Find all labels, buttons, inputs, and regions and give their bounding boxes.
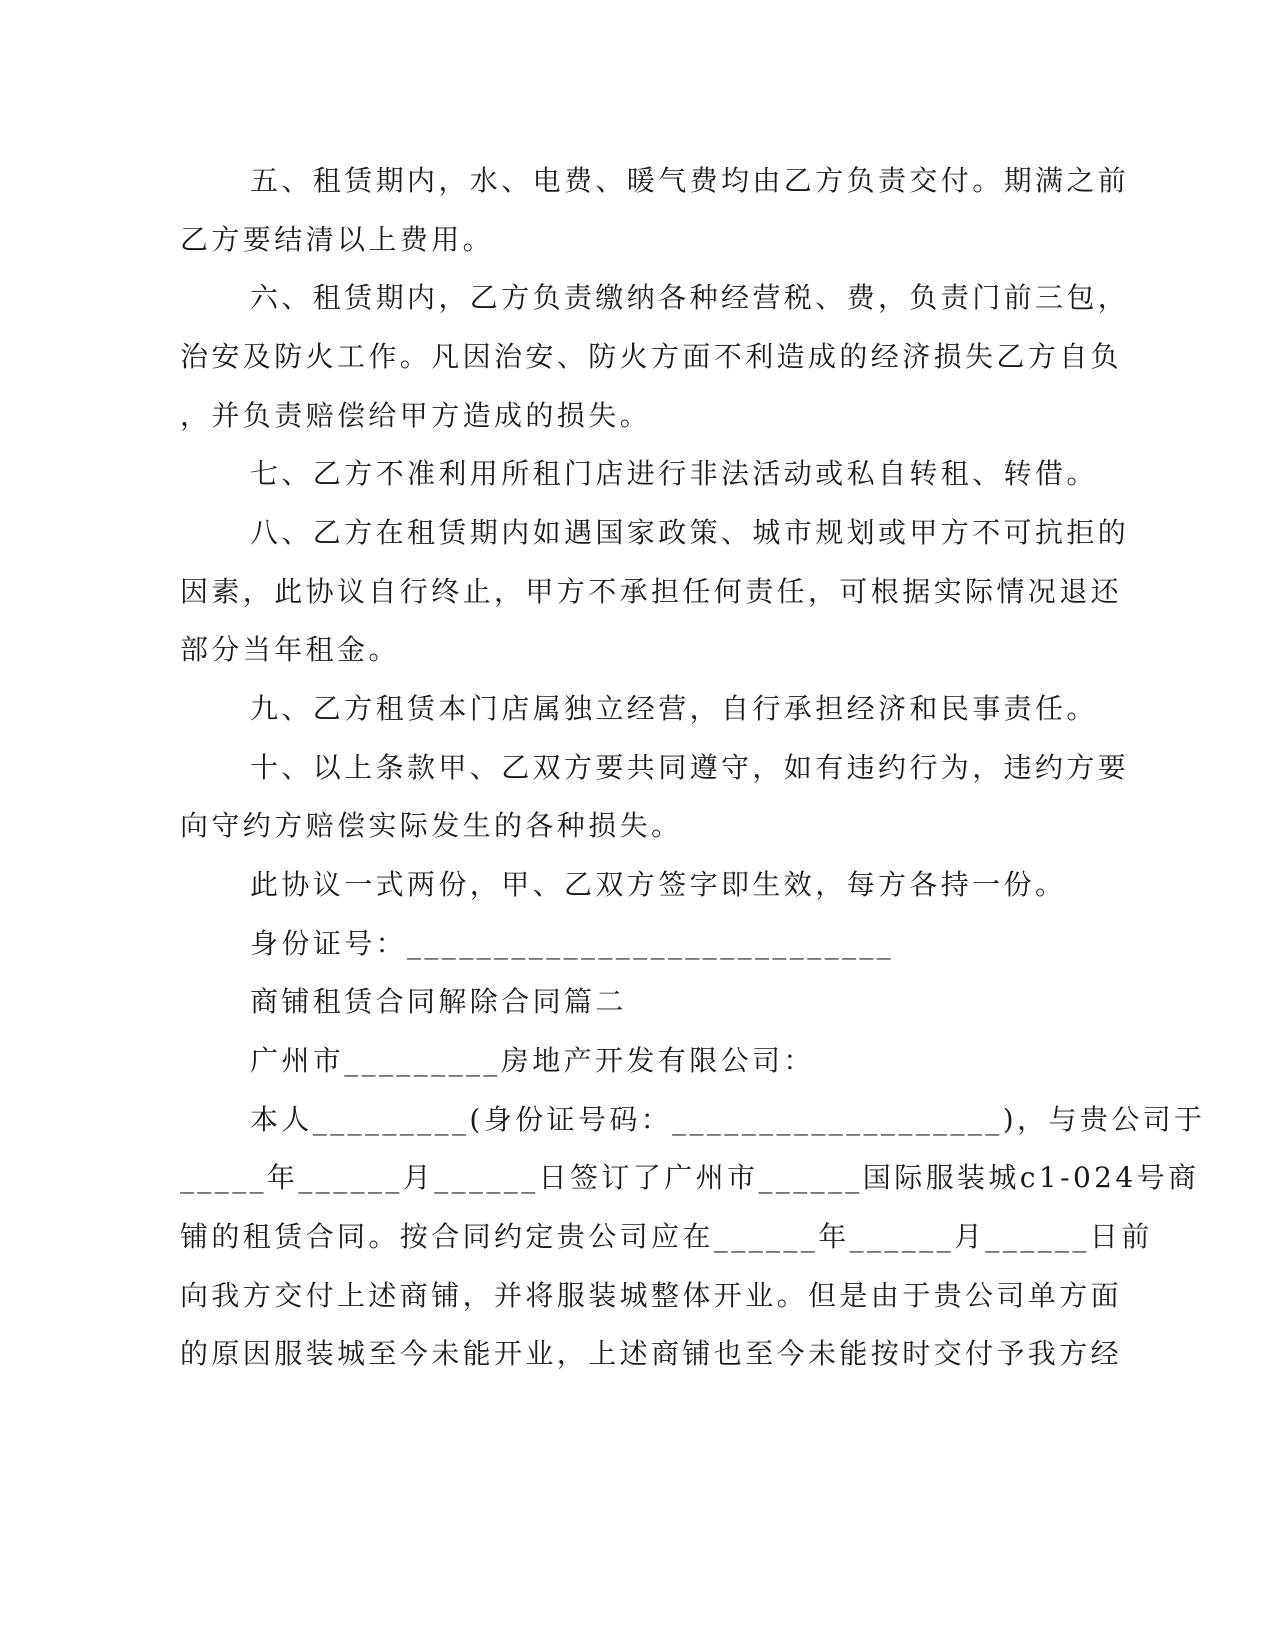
letter-line-4: 向我方交付上述商铺，并将服装城整体开业。但是由于贵公司单方面: [180, 1279, 1123, 1312]
paragraph-8-line-3: 部分当年租金。: [180, 633, 400, 666]
paragraph-5-line-2: 乙方要结清以上费用。: [180, 223, 495, 256]
section-title-part-two: 商铺租赁合同解除合同篇二: [250, 985, 627, 1018]
addressee-line: 广州市_________房地产开发有限公司：: [250, 1044, 815, 1077]
agreement-copies-line: 此协议一式两份，甲、乙双方签字即生效，每方各持一份。: [250, 868, 1067, 901]
id-number-line: 身份证号：____________________________: [250, 927, 895, 960]
paragraph-6-line-3: ，并负责赔偿给甲方造成的损失。: [180, 399, 652, 432]
letter-line-5: 的原因服装城至今未能开业，上述商铺也至今未能按时交付予我方经: [180, 1337, 1123, 1370]
paragraph-7-line-1: 七、乙方不准利用所租门店进行非法活动或私自转租、转借。: [250, 457, 1098, 490]
letter-line-1: 本人_________(身份证号码：___________________)，与贵公司于: [250, 1103, 1206, 1136]
paragraph-6-line-1: 六、租赁期内，乙方负责缴纳各种经营税、费，负责门前三包，: [250, 281, 1130, 314]
paragraph-6-line-2: 治安及防火工作。凡因治安、防火方面不利造成的经济损失乙方自负: [180, 340, 1123, 373]
paragraph-10-line-1: 十、以上条款甲、乙双方要共同遵守，如有违约行为，违约方要: [250, 751, 1130, 784]
paragraph-5-line-1: 五、租赁期内，水、电费、暖气费均由乙方负责交付。期满之前: [250, 164, 1130, 197]
paragraph-8-line-2: 因素，此协议自行终止，甲方不承担任何责任，可根据实际情况退还: [180, 575, 1123, 608]
letter-line-3: 铺的租赁合同。按合同约定贵公司应在______年______月______日前: [180, 1220, 1153, 1253]
paragraph-9-line-1: 九、乙方租赁本门店属独立经营，自行承担经济和民事责任。: [250, 692, 1098, 725]
letter-line-2: _____年______月______日签订了广州市______国际服装城c1-024号商: [180, 1161, 1200, 1194]
paragraph-8-line-1: 八、乙方在租赁期内如遇国家政策、城市规划或甲方不可抗拒的: [250, 516, 1130, 549]
paragraph-10-line-2: 向守约方赔偿实际发生的各种损失。: [180, 809, 683, 842]
